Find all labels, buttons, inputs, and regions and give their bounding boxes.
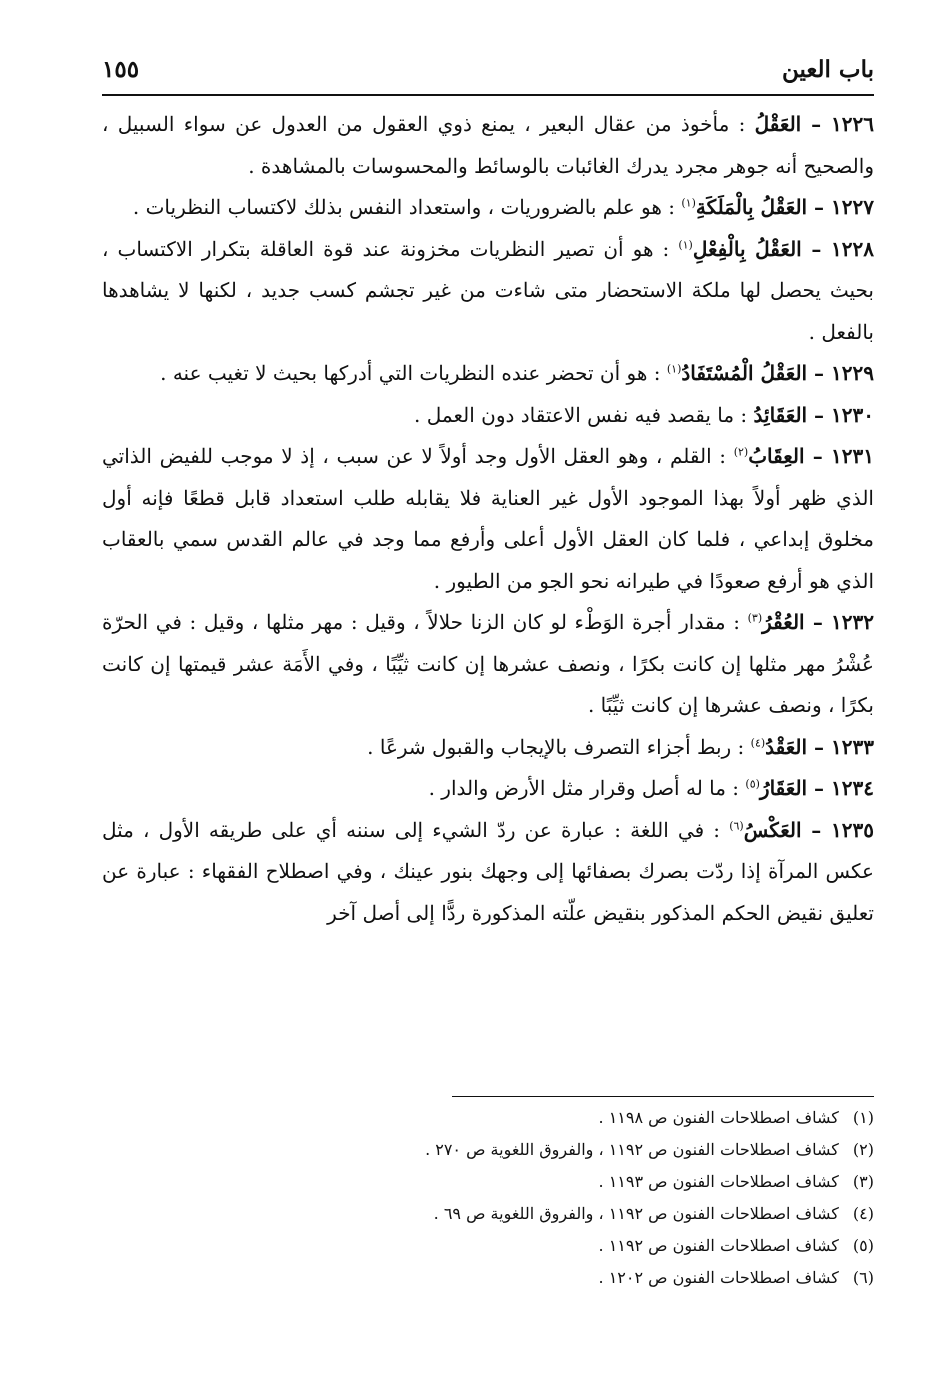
entry-definition: : ما يقصد فيه نفس الاعتقاد دون العمل . bbox=[414, 402, 748, 427]
entry-number: ١٢٣١ bbox=[831, 444, 875, 468]
footnote-item bbox=[102, 1198, 874, 1230]
main-text bbox=[102, 104, 874, 934]
entry-number: ١٢٣٥ bbox=[831, 817, 874, 842]
entry-separator: – bbox=[801, 817, 832, 842]
footnote-text: كشاف اصطلاحات الفنون ص ١٢٠٢ . bbox=[598, 1268, 839, 1287]
entry-1231 bbox=[102, 436, 874, 602]
footnote-item bbox=[102, 1102, 874, 1134]
footnote-text: كشاف اصطلاحات الفنون ص ١١٩٣ . bbox=[598, 1172, 839, 1191]
entry-1230 bbox=[102, 395, 874, 437]
footnote-number: (١) bbox=[852, 1108, 874, 1127]
entry-head bbox=[748, 444, 874, 468]
entry-separator: – bbox=[807, 402, 832, 427]
entry-1235 bbox=[102, 810, 874, 935]
entry-definition: : ربط أجزاء التصرف بالإيجاب والقبول شرعًا . bbox=[367, 734, 745, 759]
entry-separator: – bbox=[807, 776, 832, 800]
running-title: باب العين bbox=[781, 56, 874, 83]
entry-separator: – bbox=[807, 195, 832, 219]
entry-definition: : مأخوذ من عقال البعير ، يمنع ذوي العقول من العدول عن سواء السبيل ، والصحيح أنه جوهر مجرد يدرك الغائبات بالوسائط والمحسوسات بالمشاهدة . bbox=[102, 112, 874, 178]
footnote-rule bbox=[452, 1096, 874, 1097]
footnote-marker: (١) bbox=[681, 196, 696, 210]
entry-1234 bbox=[102, 768, 874, 810]
footnote-number: (٣) bbox=[852, 1172, 874, 1191]
entry-1232 bbox=[102, 602, 874, 727]
entry-definition: : هو أن تحضر عنده النظريات التي أدركها بحيث لا تغيب عنه . bbox=[160, 361, 661, 385]
entry-definition: : في اللغة : عبارة عن ردّ الشيء إلى سننه أي على طريقه الأول ، مثل عكس المرآة إذا ردّت بصرك بصفائها إلى وجهك بنور عينك ، وفي اصطلاح الفقهاء : عبارة عن تعليق نقيض الحكم المذكور بنقيض علّته المذكورة ردًّا إلى أصل آخر bbox=[102, 817, 874, 925]
footnote-number: (٦) bbox=[852, 1268, 874, 1287]
entry-term: العَقْدُ bbox=[765, 734, 808, 759]
footnote-marker: (٤) bbox=[750, 735, 766, 749]
entry-separator: – bbox=[804, 444, 832, 468]
entry-definition: : ما له أصل وقرار مثل الأرض والدار . bbox=[428, 776, 740, 800]
entry-1228 bbox=[102, 229, 874, 354]
footnote-item bbox=[102, 1134, 874, 1166]
entry-term: العَقْلُ الْمُسْتَفَادُ bbox=[681, 361, 808, 385]
entry-head bbox=[755, 112, 874, 136]
footnote-marker: (٣) bbox=[747, 611, 763, 625]
entry-separator: – bbox=[807, 361, 832, 385]
footnote-marker: (٥) bbox=[745, 777, 760, 791]
footnote-item bbox=[102, 1166, 874, 1198]
footnote-item bbox=[102, 1262, 874, 1294]
footnotes bbox=[102, 1102, 874, 1294]
entry-definition: : مقدار أجرة الوَطْء لو كان الزنا حلالاً ، وقيل : مهر مثلها ، وقيل : في الحرّة عُشْرُ مهر مثلها إن كانت بكرًا ، ونصف عشرها إن كانت ثيِّبًا ، وفي الأَمَة عشر قيمتها إن كانت بكرًا ، ونصف عشرها إن كانت ثيِّبًا . bbox=[102, 610, 874, 717]
entry-head bbox=[754, 403, 874, 427]
footnote-marker: (١) bbox=[666, 362, 682, 376]
footnote-number: (٤) bbox=[852, 1204, 874, 1223]
entry-separator: – bbox=[801, 236, 832, 261]
entry-head bbox=[744, 818, 874, 842]
entry-term: العَقْلُ بِالْمَلَكَةِ bbox=[695, 195, 808, 219]
entry-term: العَقْلُ بِالْفِعْلِ bbox=[692, 236, 802, 261]
entry-term: العَقْلُ bbox=[754, 112, 802, 136]
entry-head bbox=[696, 195, 874, 219]
entry-head bbox=[760, 776, 874, 800]
entry-head bbox=[762, 610, 874, 634]
entry-definition: : هو أن تصير النظريات مخزونة عند قوة العاقلة بتكرار الاكتساب ، بحيث يحصل لها ملكة الاستحضار متى شاءت من غير تجشم كسب جديد ، لكنها لا يشاهدها بالفعل . bbox=[102, 236, 874, 344]
footnote-text: كشاف اصطلاحات الفنون ص ١١٩٢ . bbox=[598, 1236, 839, 1255]
footnote-marker: (١) bbox=[678, 237, 693, 251]
entry-term: العَكْسُ bbox=[743, 817, 802, 842]
entry-definition: : القلم ، وهو العقل الأول وجد أولاً لا عن سبب ، إذ لا موجب للفيض الذاتي الذي ظهر أولاً بهذا الموجود الأول غير العناية فلا يقابله طلب استعداد قابل قطعًا فإنه أول مخلوق إبداعي ، فلما كان العقل الأول أعلى وأرفع مما وجد في عالم القدس سمي بالعقاب الذي هو أرفع صعودًا في طيرانه نحو الجو من الطيور . bbox=[102, 444, 874, 593]
entry-number: ١٢٢٨ bbox=[831, 236, 874, 261]
header-rule bbox=[102, 94, 874, 96]
entry-term: العُقْرُ bbox=[762, 610, 805, 634]
entry-number: ١٢٢٩ bbox=[831, 361, 874, 385]
entry-term: العِقَابُ bbox=[748, 444, 805, 468]
page-header bbox=[102, 52, 874, 92]
entry-term: العَقَارُ bbox=[759, 776, 808, 800]
page-number: ١٥٥ bbox=[102, 56, 140, 83]
footnote-marker: (٢) bbox=[733, 445, 749, 459]
footnote-text: كشاف اصطلاحات الفنون ص ١١٩٨ . bbox=[598, 1108, 839, 1127]
footnote-item bbox=[102, 1230, 874, 1262]
entry-head bbox=[693, 237, 874, 261]
entry-term: العَقَائِدُ bbox=[753, 402, 808, 427]
footnote-text: كشاف اصطلاحات الفنون ص ١١٩٢ ، والفروق اللغوية ص ٢٧٠ . bbox=[425, 1140, 839, 1159]
entry-head bbox=[765, 735, 874, 759]
entry-number: ١٢٣٢ bbox=[831, 610, 875, 634]
entry-number: ١٢٢٦ bbox=[831, 112, 874, 136]
footnote-number: (٥) bbox=[852, 1236, 874, 1255]
entry-number: ١٢٣٠ bbox=[831, 402, 874, 427]
entry-number: ١٢٣٤ bbox=[831, 776, 874, 800]
entry-1229 bbox=[102, 353, 874, 395]
entry-separator: – bbox=[801, 112, 832, 136]
entry-number: ١٢٢٧ bbox=[831, 195, 874, 219]
entry-number: ١٢٣٣ bbox=[831, 734, 874, 759]
entry-definition: : هو علم بالضروريات ، واستعداد النفس بذلك لاكتساب النظريات . bbox=[132, 195, 675, 219]
entry-1233 bbox=[102, 727, 874, 769]
footnote-text: كشاف اصطلاحات الفنون ص ١١٩٢ ، والفروق اللغوية ص ٦٩ . bbox=[433, 1204, 839, 1223]
entry-1226 bbox=[102, 104, 874, 187]
entry-head bbox=[681, 361, 874, 385]
footnote-number: (٢) bbox=[852, 1140, 874, 1159]
entry-separator: – bbox=[804, 610, 832, 634]
entry-separator: – bbox=[807, 734, 832, 759]
entry-1227 bbox=[102, 187, 874, 229]
footnote-marker: (٦) bbox=[729, 818, 744, 832]
